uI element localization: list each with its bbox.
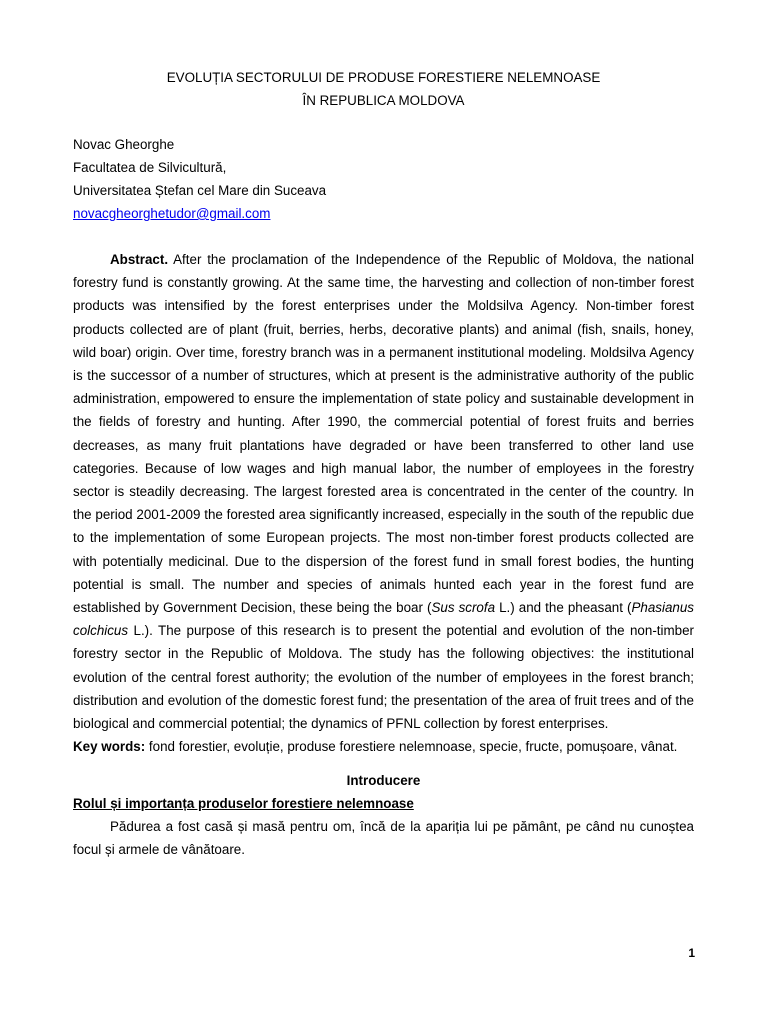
title-line-2: ÎN REPUBLICA MOLDOVA [302, 93, 465, 108]
abstract-text-1: After the proclamation of the Independence of the Republic of Moldova, the national forestry fund is constantly growing. At the same time, the harvesting and collection of non-timber forest products was intensified by the forest enterprises under the Moldsilva Agency. Non-timber forest products collected are of plant (fruit, berries, herbs, decorative plants) and animal (fish, snails, honey, wild boar) origin. Over time, forestry branch was in a permanent institutional modeling. Moldsilva Agency is the successor of a number of structures, which at present is the administrative authority of the public administration, empowered to ensure the implementation of state policy and sustainable development in the fields of forestry and hunting. After 1990, the commercial potential of forest fruits and berries decreases, as many fruit plantations have degraded or have been transferred to other land use categories. Because of low wages and high manual labor, the number of employees in the forestry sector is steadily decreasing. The largest forested area is concentrated in the center of the country. In the period 2001-2009 the forested area significantly increased, especially in the south of the republic due to the implementation of some European projects. The most non-timber forest products collected are with potentially medicinal. Due to the dispersion of the forest fund in small forest bodies, the hunting potential is small. The number and species of animals hunted each year in the forest fund are established by Government Decision, these being the boar ( [73, 252, 694, 616]
intro-paragraph: Pădurea a fost casă și masă pentru om, încă de la apariția lui pe pământ, pe când nu cunoștea focul și armele de vânătoare. [73, 819, 694, 858]
keywords-label: Key words: [73, 739, 146, 755]
abstract-label: Abstract. [110, 252, 169, 267]
document-title [73, 66, 694, 112]
author-block [73, 133, 694, 225]
title-line-1: EVOLUȚIA SECTORULUI DE PRODUSE FORESTIERE NELEMNOASE [166, 70, 601, 85]
keywords-text: fond forestier, evoluție, produse forestiere nelemnoase, specie, fructe, pomușoare, vânat. [145, 739, 678, 755]
abstract-text-3: L.). The purpose of this research is to present the potential and evolution of the non-timber forestry sector in the Republic of Moldova. The study has the following objectives: the institutional evolution of the central forest authority; the evolution of the number of employees in the forest branch; distribution and evolution of the domestic forest fund; the presentation of the area of fruit trees and of the biological and commercial potential; the dynamics of PFNL collection by forest enterprises. [73, 623, 694, 732]
species-name-boar: Sus scrofa [431, 600, 496, 616]
author-name: Novac Gheorghe [73, 137, 175, 152]
affiliation-university: Universitatea Ștefan cel Mare din Suceava [73, 183, 327, 198]
abstract-text-2: L.) and the pheasant ( [495, 600, 632, 616]
author-email-link[interactable]: novacgheorghetudor@gmail.com [73, 206, 271, 221]
page-number: 1 [688, 946, 695, 960]
species-name-pheasant: Phasianus colchicus [73, 600, 694, 639]
section-heading: Rolul și importanța produselor forestiere nelemnoase [73, 796, 414, 812]
intro-heading: Introducere [346, 773, 421, 789]
keywords-paragraph [73, 735, 694, 758]
abstract-paragraph [73, 248, 694, 735]
document-page [73, 66, 694, 861]
affiliation-faculty: Facultatea de Silvicultură, [73, 160, 227, 175]
